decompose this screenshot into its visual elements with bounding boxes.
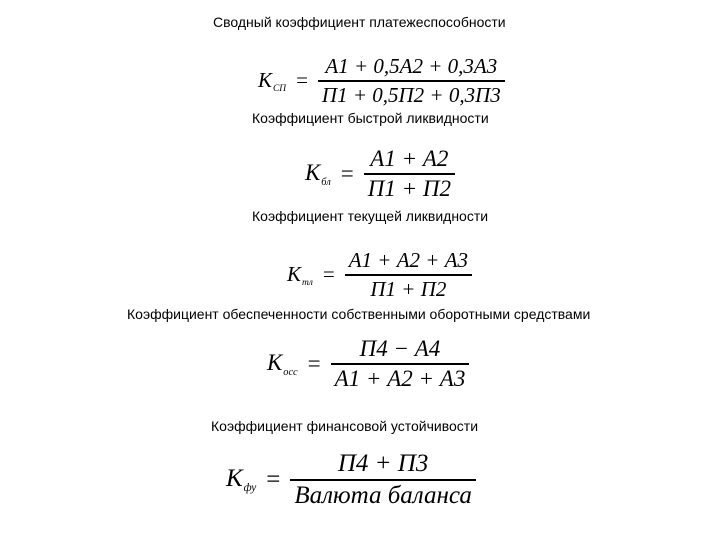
equals-sign: = xyxy=(266,465,281,493)
equals-sign: = xyxy=(340,160,354,186)
denominator: А1 + А2 + А3 xyxy=(334,365,466,391)
fraction xyxy=(364,146,455,202)
numerator: А1 + А2 xyxy=(370,146,449,171)
equals-sign: = xyxy=(296,68,308,93)
fraction xyxy=(318,54,505,108)
formula-title-current-liquidity: Коэффициент текущей ликвидности xyxy=(252,208,489,224)
formula-own-working-capital xyxy=(267,336,469,392)
formula-title-own-working-capital: Коэффициент обеспеченности собственными оборотными средствами xyxy=(127,306,591,322)
formula-solvency xyxy=(258,54,505,108)
coefficient-subscript: осс xyxy=(283,366,298,378)
formula-title-quick-liquidity: Коэффициент быстрой ликвидности xyxy=(252,110,489,126)
coefficient-subscript: СП xyxy=(272,83,287,94)
denominator: П1 + П2 xyxy=(370,276,447,301)
formula-financial-stability xyxy=(226,450,476,510)
coefficient-subscript: бл xyxy=(321,176,331,188)
numerator: А1 + А2 + А3 xyxy=(348,248,469,272)
coefficient-symbol: $К_{СП}$ xyxy=(258,67,287,94)
fraction xyxy=(290,450,476,510)
coefficient-symbol: $К_{тл}$ xyxy=(287,261,313,288)
coefficient-subscript: тл xyxy=(301,277,313,288)
fraction xyxy=(345,248,472,302)
coefficient-subscript: фу xyxy=(243,482,257,495)
coefficient-symbol: $К_{бл}$ xyxy=(305,159,331,188)
numerator: П4 − А4 xyxy=(359,336,441,361)
denominator: Валюта баланса xyxy=(294,481,472,509)
numerator: А1 + 0,5А2 + 0,3А3 xyxy=(325,54,498,78)
denominator: П1 + 0,5П2 + 0,3П3 xyxy=(321,82,501,107)
coefficient-symbol: $К_{осс}$ xyxy=(267,349,298,378)
formula-quick-liquidity xyxy=(305,146,455,202)
numerator: П4 + П3 xyxy=(337,450,429,477)
equals-sign: = xyxy=(322,262,335,287)
equals-sign: = xyxy=(307,350,321,376)
coefficient-symbol: $К_{фу}$ xyxy=(226,465,257,495)
denominator: П1 + П2 xyxy=(367,175,451,201)
fraction xyxy=(331,336,470,392)
formula-current-liquidity xyxy=(287,248,472,302)
formula-title-financial-stability: Коэффициент финансовой устойчивости xyxy=(211,418,479,434)
formula-title-solvency: Сводный коэффициент платежеспособности xyxy=(213,14,506,30)
